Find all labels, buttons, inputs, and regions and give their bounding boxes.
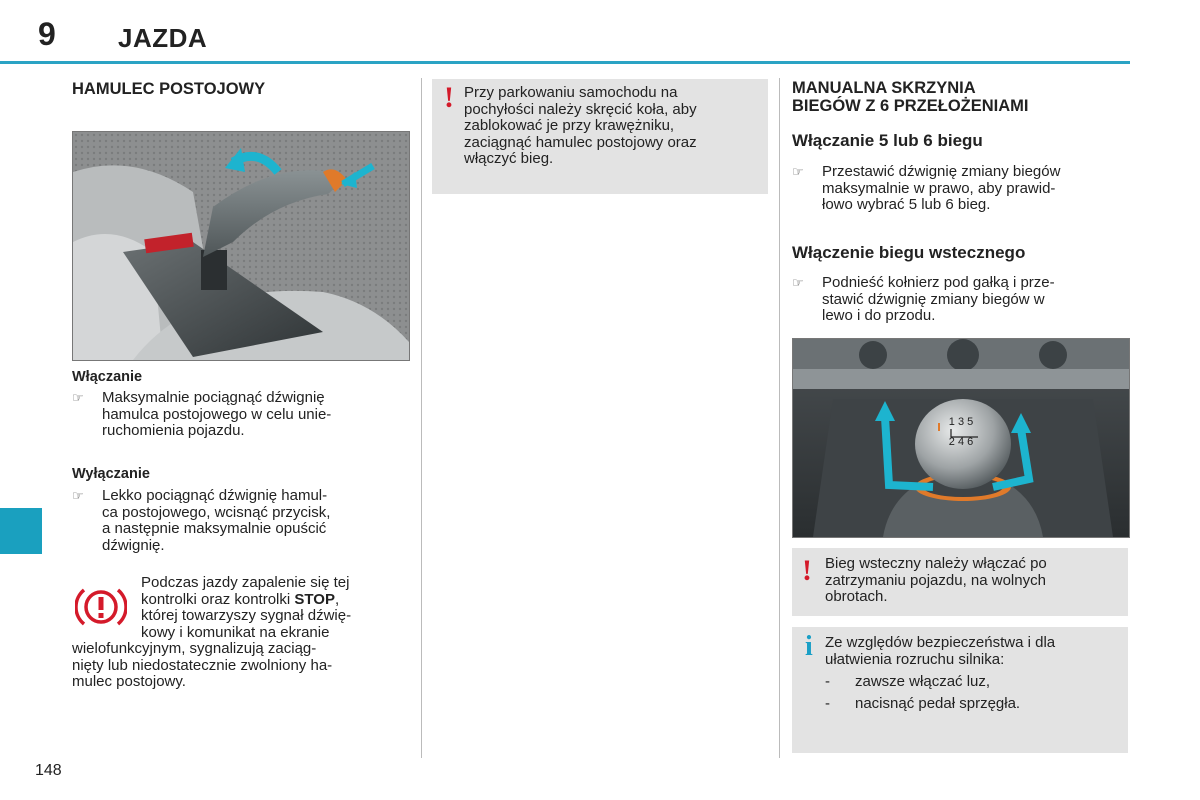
list-item-text: nacisnąć pedał sprzęgła. (855, 695, 1021, 712)
warning-line-part: kontrolki oraz kontrolki (141, 590, 295, 608)
list-item (825, 696, 1020, 713)
engage-instruction (72, 389, 408, 440)
exclamation-icon: ! (444, 81, 454, 114)
pointing-hand-icon: ☞ (72, 390, 84, 405)
note-line: zatrzymaniu pojazdu, na wolnych (825, 571, 1046, 589)
reverse-warning-box (792, 548, 1128, 616)
parking-note-box (432, 79, 768, 194)
release-line: a następnie maksymalnie opuścić (102, 520, 327, 537)
dash-mark: - (825, 673, 830, 690)
note-line: obrotach. (825, 588, 888, 605)
note-line: zablokować je przy krawężniku, (464, 117, 675, 134)
header-rule (0, 61, 1130, 64)
knob-gear-numbers-bottom: 2 4 6 (948, 436, 974, 448)
reverse-line: stawić dźwignię zmiany biegów w (822, 290, 1045, 308)
note-line: pochyłości należy skręcić koła, aby (464, 100, 697, 118)
warning-line: wielofunkcyjnym, sygnalizują zaciąg- (72, 640, 317, 657)
warning-line (141, 592, 408, 609)
knob-gear-numbers-top: 1 3 5 (948, 416, 974, 428)
stop-keyword: STOP (294, 590, 335, 608)
warning-line: Podczas jazdy zapalenie się tej (141, 574, 350, 591)
parking-note-text (464, 85, 761, 168)
warning-line: mulec postojowy. (72, 673, 186, 690)
list-item-text: zawsze włączać luz, (855, 673, 991, 690)
reverse-heading: Włączenie biegu wstecznego (792, 243, 1026, 262)
release-line: ca postojowego, wcisnąć przycisk, (102, 503, 331, 521)
chapter-title: JAZDA (118, 23, 208, 53)
warning-text-top (141, 575, 408, 641)
section-title-line: BIEGÓW Z 6 PRZEŁOŻENIAMI (792, 97, 1029, 115)
warning-line: nięty lub niedostatecznie zwolniony ha- (72, 656, 333, 674)
engage-line: Maksymalnie pociągnąć dźwignię (102, 389, 325, 406)
reverse-instruction (792, 274, 1128, 325)
page-number: 148 (35, 762, 62, 779)
dash-mark: - (825, 695, 830, 712)
chapter-number: 9 (38, 16, 56, 52)
engage-line: hamulca postojowego w celu unie- (102, 405, 332, 423)
note-line: włączyć bieg. (464, 150, 554, 167)
gear-lever-illustration (793, 339, 1129, 537)
handbrake-photo (72, 131, 410, 361)
safety-info-box (792, 627, 1128, 753)
release-line: dźwignię. (102, 536, 165, 554)
column-divider-right (779, 78, 780, 758)
engage-line: ruchomienia pojazdu. (102, 422, 245, 439)
warning-line: kowy i komunikat na ekranie (141, 623, 330, 641)
pointing-hand-icon: ☞ (792, 275, 804, 290)
reverse-line: lewo i do przodu. (822, 307, 936, 324)
list-item (825, 674, 990, 691)
note-line: Ze względów bezpieczeństwa i dla (825, 634, 1056, 651)
pointing-hand-icon: ☞ (792, 164, 804, 179)
note-line: zaciągnąć hamulec postojowy oraz (464, 133, 697, 151)
warning-text-bottom (72, 641, 408, 691)
section-title-line: MANUALNA SKRZYNIA (792, 79, 976, 97)
warning-line-part: , (334, 590, 340, 608)
note-line: Bieg wsteczny należy włączać po (825, 555, 1047, 572)
brake-warning-icon (75, 586, 127, 628)
note-line: ułatwienia rozruchu silnika: (825, 650, 1005, 668)
note-line: Przy parkowaniu samochodu na (464, 84, 678, 101)
release-instruction (72, 487, 408, 554)
gear56-instruction (792, 163, 1128, 214)
gear-lever-photo (792, 338, 1130, 538)
safety-info-text (825, 635, 1122, 668)
gear56-heading: Włączanie 5 lub 6 biegu (792, 131, 983, 150)
gear56-line: Przestawić dźwignię zmiany biegów (822, 163, 1061, 180)
section-title-handbrake: HAMULEC POSTOJOWY (72, 80, 266, 98)
pointing-hand-icon: ☞ (72, 488, 84, 503)
gear56-line: łowo wybrać 5 lub 6 bieg. (822, 196, 991, 213)
info-icon: i (805, 631, 813, 662)
gear56-line: maksymalnie w prawo, aby prawid- (822, 179, 1056, 197)
warning-line: której towarzyszy sygnał dźwię- (141, 607, 352, 624)
release-line: Lekko pociągnąć dźwignię hamul- (102, 487, 328, 504)
exclamation-icon: ! (802, 554, 812, 587)
reverse-warning-text (825, 556, 1122, 606)
release-heading: Wyłączanie (72, 466, 150, 482)
column-divider-left (421, 78, 422, 758)
engage-heading: Włączanie (72, 369, 143, 385)
handbrake-illustration (73, 132, 409, 360)
chapter-side-tab (0, 508, 42, 554)
reverse-line: Podnieść kołnierz pod gałką i prze- (822, 274, 1055, 291)
section-title-gearbox (792, 79, 1029, 115)
